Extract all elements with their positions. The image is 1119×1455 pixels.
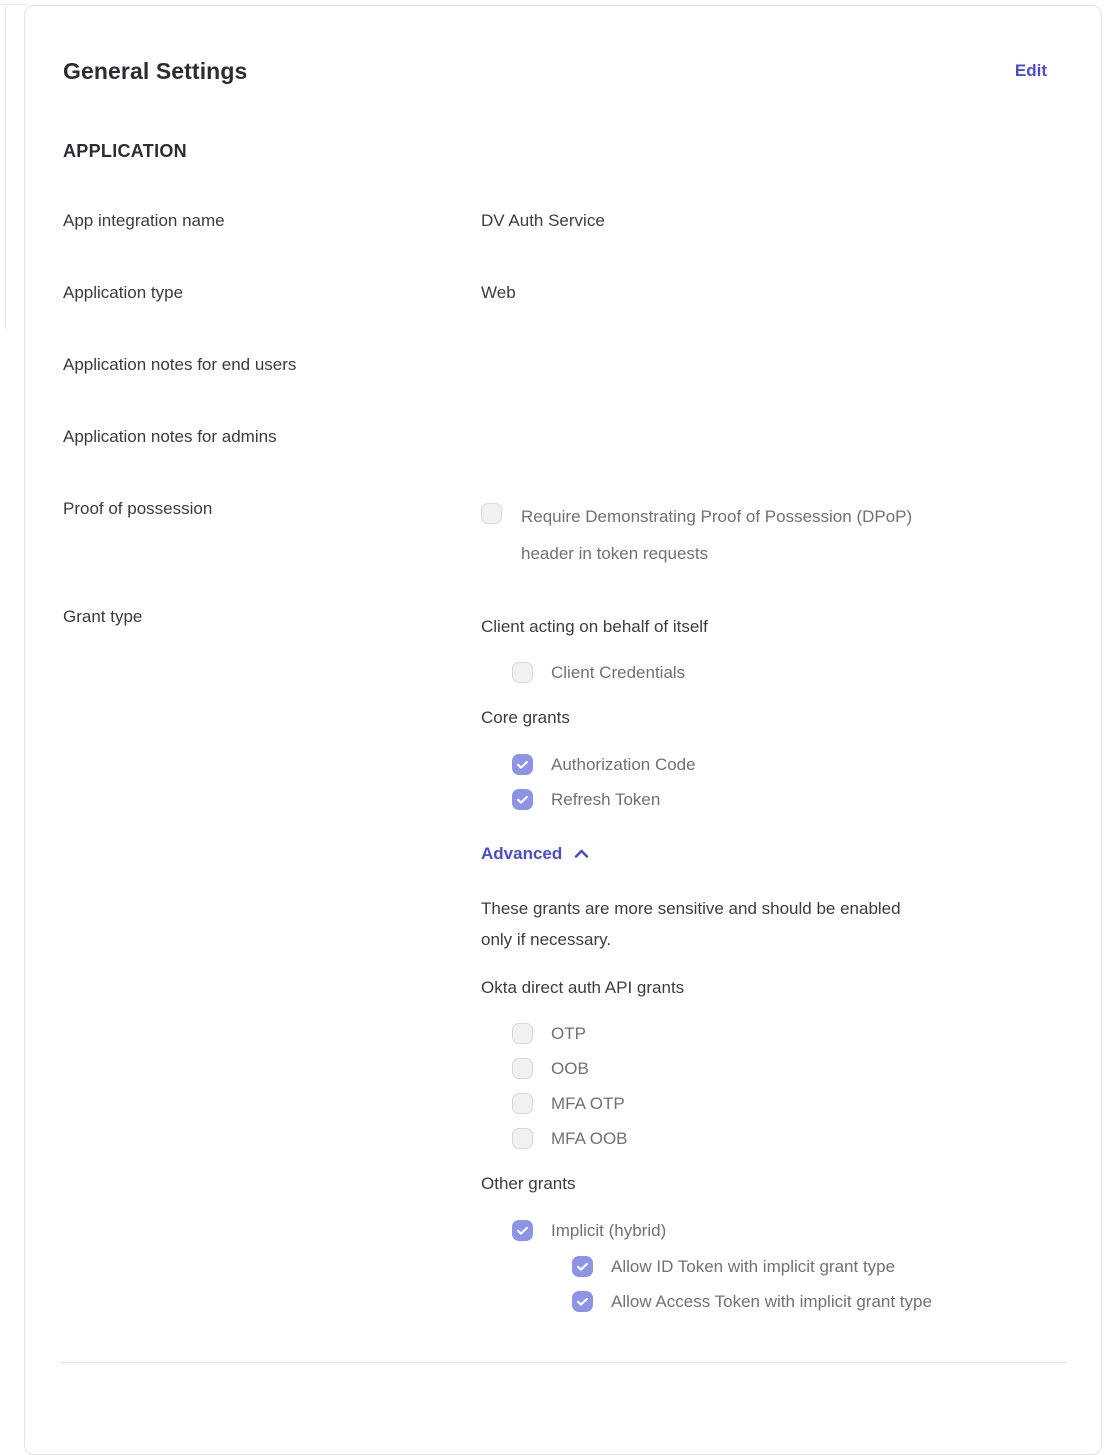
field-label: Application type [63, 283, 184, 302]
field-row-notes-end-users [63, 354, 1063, 376]
advanced-toggle-link[interactable] [481, 842, 589, 866]
checkbox-label: MFA OOB [551, 1129, 628, 1148]
grant-group-heading-core-grants: Core grants [481, 708, 570, 727]
checkbox-row-client-credentials [512, 662, 1063, 683]
oob-checkbox[interactable] [512, 1058, 533, 1079]
checkmark-icon [575, 1259, 590, 1274]
field-row-notes-admins [63, 426, 1063, 448]
page-title: General Settings [63, 58, 248, 84]
mfa-oob-checkbox[interactable] [512, 1128, 533, 1149]
sensitive-grants-note: These grants are more sensitive and should be enabled only if necessary. [481, 899, 901, 949]
client-credentials-checkbox[interactable] [512, 662, 533, 683]
grant-group-heading-other-grants: Other grants [481, 1174, 576, 1193]
checkbox-row-authorization-code [512, 754, 1063, 775]
checkbox-row-refresh-token [512, 789, 1063, 810]
checkbox-row-mfa-otp [512, 1093, 1063, 1114]
field-value [481, 354, 1063, 376]
dpop-checkbox[interactable] [481, 503, 502, 524]
card-header [63, 58, 1063, 84]
checkbox-label: Allow ID Token with implicit grant type [611, 1257, 896, 1276]
mfa-otp-checkbox[interactable] [512, 1093, 533, 1114]
field-label: Grant type [63, 607, 143, 626]
checkbox-row-mfa-oob [512, 1128, 1063, 1149]
field-row-app-integration-name [63, 210, 1063, 232]
checkbox-row-implicit-hybrid [512, 1220, 1063, 1241]
allow-access-token-checkbox[interactable] [572, 1291, 593, 1312]
checkbox-label: OOB [551, 1059, 589, 1078]
checkbox-label: Client Credentials [551, 663, 686, 682]
chevron-up-icon [574, 849, 589, 859]
field-label: Proof of possession [63, 499, 213, 518]
section-title-application: APPLICATION [63, 141, 187, 161]
advanced-toggle-label: Advanced [481, 844, 563, 863]
field-value [481, 426, 1063, 448]
dpop-checkbox-label: Require Demonstrating Proof of Possession (DPoP) header in token requests [521, 507, 913, 563]
edit-button[interactable]: Edit [1014, 61, 1047, 80]
field-row-proof-of-possession [63, 498, 1063, 572]
checkbox-label: MFA OTP [551, 1094, 625, 1113]
grant-type-content [481, 606, 1063, 1312]
checkbox-row-oob [512, 1058, 1063, 1079]
field-row-grant-type [63, 606, 1063, 1312]
checkbox-label: Implicit (hybrid) [551, 1221, 667, 1240]
checkmark-icon [515, 1223, 530, 1238]
field-value: DV Auth Service [481, 211, 605, 230]
field-label: App integration name [63, 211, 225, 230]
authorization-code-checkbox[interactable] [512, 754, 533, 775]
checkbox-row-allow-access-token [572, 1291, 1063, 1312]
refresh-token-checkbox[interactable] [512, 789, 533, 810]
section-divider [60, 1362, 1066, 1363]
outer-container-left-border [5, 4, 6, 330]
field-value: Web [481, 283, 516, 302]
implicit-hybrid-checkbox[interactable] [512, 1220, 533, 1241]
checkmark-icon [575, 1294, 590, 1309]
grant-group-heading-direct-auth: Okta direct auth API grants [481, 978, 685, 997]
field-label: Application notes for admins [63, 427, 277, 446]
checkmark-icon [515, 757, 530, 772]
checkmark-icon [515, 792, 530, 807]
otp-checkbox[interactable] [512, 1023, 533, 1044]
checkbox-row-otp [512, 1023, 1063, 1044]
checkbox-label: Refresh Token [551, 790, 661, 809]
allow-id-token-checkbox[interactable] [572, 1256, 593, 1277]
general-settings-card [24, 5, 1102, 1455]
grant-group-heading-client-acting: Client acting on behalf of itself [481, 617, 708, 636]
checkbox-label: OTP [551, 1024, 586, 1043]
field-row-application-type [63, 282, 1063, 304]
field-label: Application notes for end users [63, 355, 297, 374]
checkbox-label: Authorization Code [551, 755, 696, 774]
dpop-checkbox-row [481, 498, 1063, 572]
checkbox-label: Allow Access Token with implicit grant type [611, 1292, 932, 1311]
checkbox-row-allow-id-token [572, 1256, 1063, 1277]
